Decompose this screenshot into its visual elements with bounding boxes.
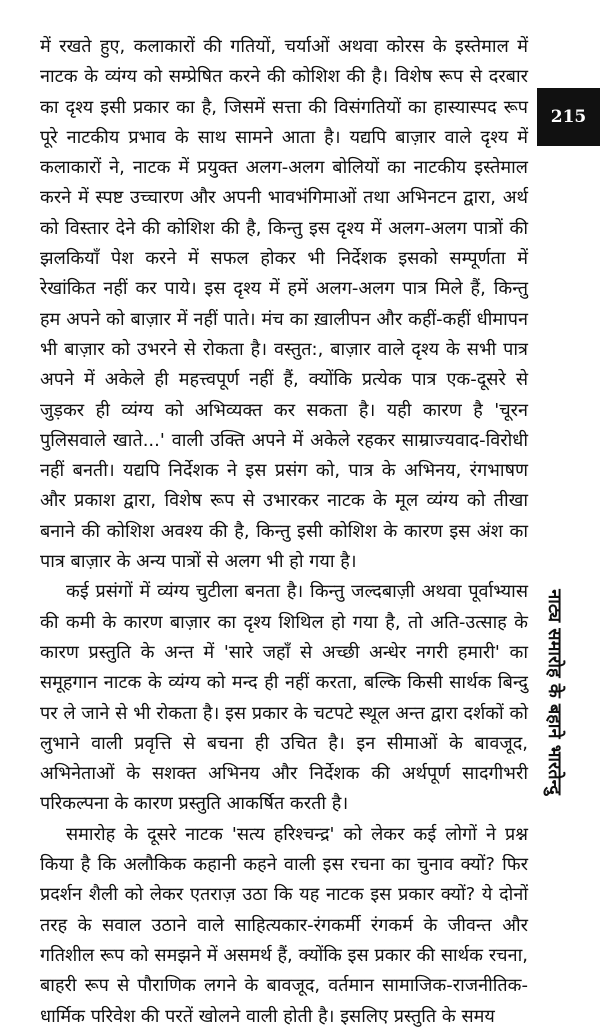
- paragraph-3: समारोह के दूसरे नाटक 'सत्य हरिश्चन्द्र' को लेकर कई लोगों ने प्रश्न किया है कि अलौकिक कहानी कहने वाली इस रचना का चुनाव क्यों? फिर प्रदर्शन शैली को लेकर एतराज़ उठा कि यह नाटक इस प्रकार क्यों? ये दोनों तरह के सवाल उठाने वाले साहित्यकार-रंगकर्मी रंगकर्म के जीवन्त और गतिशील रूप को समझने में असमर्थ हैं, क्योंकि इस प्रकार की सार्थक रचना, बाहरी रूप से पौराणिक लगने के बावजूद, वर्तमान सामाजिक-राजनीतिक-धार्मिक परिवेश की परतें खोलने वाली होती है। इसलिए प्रस्तुति के समय: [40, 823, 528, 1027]
- paragraph-2: कई प्रसंगों में व्यंग्य चुटीला बनता है। किन्तु जल्दबाज़ी अथवा पूर्वाभ्यास की कमी के कारण बाज़ार का दृश्य शिथिल हो गया है, तो अति-उत्साह के कारण प्रस्तुति के अन्त में 'सारे जहाँ से अच्छी अन्धेर नगरी हमारी' का समूहगान नाटक के व्यंग्य को मन्द ही नहीं करता, बल्कि किसी सार्थक बिन्दु पर ले जाने से भी रोकता है। इस प्रकार के चटपटे स्थूल अन्त द्वारा दर्शकों को लुभाने वाली प्रवृत्ति से बचना ही उचित है। इन सीमाओं के बावजूद, अभिनेताओं के सशक्त अभिनय और निर्देशक की अर्थपूर्ण सादगीभरी परिकल्पना के कारण प्रस्तुति आकर्षित करती है।: [40, 581, 528, 815]
- page-number: 215: [537, 88, 600, 146]
- page-body: [40, 32, 528, 1032]
- paragraph-1: में रखते हुए, कलाकारों की गतियों, चर्याओं अथवा कोरस के इस्तेमाल में नाटक के व्यंग्य को सम्प्रेषित करने की कोशिश की है। विशेष रूप से दरबार का दृश्य इसी प्रकार का है, जिसमें सत्ता की विसंगतियों का हास्यास्पद रूप पूरे नाटकीय प्रभाव के साथ सामने आता है। यद्यपि बाज़ार वाले दृश्य में कलाकारों ने, नाटक में प्रयुक्त अलग-अलग बोलियों का नाटकीय इस्तेमाल करने में स्पष्ट उच्चारण और अपनी भावभंगिमाओं तथा अभिनटन द्वारा, अर्थ को विस्तार देने की कोशिश की है, किन्तु इस दृश्य में अलग-अलग पात्रों की झलकियाँ पेश करने में सफल होकर भी निर्देशक इसको सम्पूर्णता में रेखांकित नहीं कर पाये। इस दृश्य में हमें अलग-अलग पात्र मिले हैं, किन्तु हम अपने को बाज़ार में नहीं पाते। मंच का ख़ालीपन और कहीं-कहीं धीमापन भी बाज़ार को उभरने से रोकता है। वस्तुत:, बाज़ार वाले दृश्य के सभी पात्र अपने में अकेले ही महत्त्वपूर्ण नहीं हैं, क्योंकि प्रत्येक पात्र एक-दूसरे से जुड़कर ही व्यंग्य को अभिव्यक्त कर सकता है। यही कारण है 'चूरन पुलिसवाले खाते...' वाली उक्ति अपने में अकेले रहकर साम्राज्यवाद-विरोधी नहीं बनती। यद्यपि निर्देशक ने इस प्रसंग को, पात्र के अभिनय, रंगभाषण और प्रकाश द्वारा, विशेष रूप से उभारकर नाटक के मूल व्यंग्य को तीखा बनाने की कोशिश अवश्य की है, किन्तु इसी कोशिश के कारण इस अंश का पात्र बाज़ार के अन्य पात्रों से अलग भी हो गया है।: [40, 36, 528, 573]
- running-head: नाट्य समारोह के बहाने भारतेन्दु: [544, 589, 565, 795]
